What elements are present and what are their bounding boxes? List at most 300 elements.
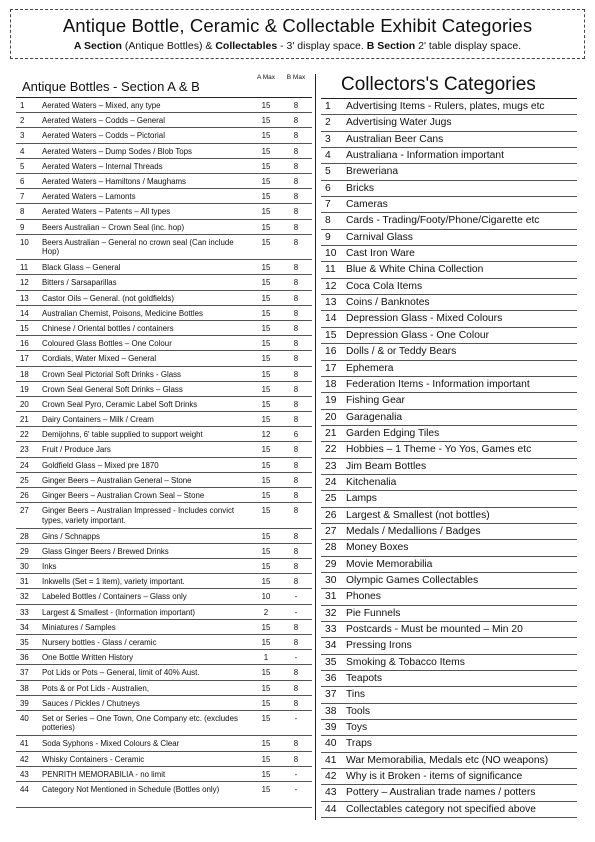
table-row [16, 473, 312, 488]
table-row [16, 442, 312, 457]
row-b-max: 8 [293, 739, 299, 749]
row-a-max: 15 [261, 531, 271, 541]
item-number: 14 [325, 313, 337, 325]
item-description: Kitchenalia [346, 476, 397, 488]
item-description: Coca Cola Items [346, 280, 423, 292]
item-description: Phones [346, 591, 381, 603]
row-number: 37 [20, 668, 29, 678]
item-description: Cameras [346, 199, 388, 211]
item-number: 30 [325, 574, 337, 586]
row-number: 39 [20, 698, 29, 708]
table-row [16, 736, 312, 751]
row-b-max: - [294, 713, 298, 723]
item-description: Australiana - Information important [346, 150, 504, 162]
item-number: 44 [325, 803, 337, 815]
list-item [321, 508, 577, 524]
subtitle-b-section: B Section [366, 40, 416, 52]
row-b-max: 8 [293, 415, 299, 425]
item-description: Olympic Games Collectables [346, 574, 479, 586]
row-description: Fruit / Produce Jars [42, 445, 111, 455]
row-a-max: 15 [261, 161, 271, 171]
row-b-max: 8 [293, 293, 299, 303]
item-description: Coins / Banknotes [346, 297, 430, 309]
table-row [16, 650, 312, 665]
row-number: 25 [20, 475, 29, 485]
row-number: 35 [20, 638, 29, 647]
list-item [321, 573, 577, 589]
table-row [16, 458, 312, 473]
row-number: 12 [20, 278, 29, 288]
item-number: 32 [325, 607, 337, 619]
table-row [16, 427, 312, 442]
list-item [321, 328, 577, 344]
row-a-max: 15 [261, 546, 271, 556]
item-number: 24 [325, 476, 337, 488]
row-a-max: 15 [261, 101, 271, 110]
row-a-max: 15 [261, 207, 271, 217]
item-description: Garagenalia [346, 411, 403, 423]
subtitle-a-text: (Antique Bottles) & [121, 40, 216, 52]
item-number: 22 [325, 444, 337, 456]
item-number: 18 [325, 378, 337, 390]
row-b-max: 8 [293, 445, 299, 455]
item-description: Depression Glass - One Colour [346, 329, 490, 341]
item-description: Cards - Trading/Footy/Phone/Cigarette etc [346, 215, 540, 227]
row-a-max: 15 [261, 116, 271, 126]
table-row [16, 665, 312, 680]
item-description: Lamps [346, 493, 377, 505]
item-description: Jim Beam Bottles [346, 460, 427, 472]
item-description: Ephemera [346, 362, 394, 374]
row-b-max: 8 [293, 531, 299, 541]
list-item [321, 99, 577, 115]
list-item [321, 132, 577, 148]
row-number: 44 [20, 785, 29, 794]
item-number: 40 [325, 738, 337, 750]
table-row [16, 503, 312, 529]
row-a-max: 15 [261, 769, 271, 779]
row-description: Aerated Waters – Codds – General [42, 116, 165, 126]
table-row [16, 488, 312, 503]
item-description: War Memorabilia, Medals etc (NO weapons) [346, 754, 549, 766]
list-item [321, 769, 577, 785]
antique-bottles-title: Antique Bottles - Section A & B [22, 79, 200, 94]
row-a-max: 12 [261, 430, 271, 440]
item-description: Carnival Glass [346, 231, 413, 243]
item-description: Garden Edging Tiles [346, 427, 440, 439]
item-number: 15 [325, 329, 337, 341]
list-item [321, 213, 577, 229]
item-description: Breweriana [346, 166, 399, 178]
table-row [16, 681, 312, 696]
row-description: Dairy Containers – Milk / Cream [42, 415, 154, 425]
page-title: Antique Bottle, Ceramic & Collectable Exhibit Categories [62, 15, 533, 36]
row-b-max: 8 [293, 562, 299, 572]
item-number: 35 [325, 656, 337, 668]
row-number: 8 [20, 207, 25, 217]
table-row [16, 189, 312, 204]
table-row [16, 351, 312, 366]
item-number: 33 [325, 624, 337, 635]
item-number: 31 [325, 591, 337, 603]
subtitle-collectables-text: - 3' display space. [277, 40, 367, 52]
row-description: Beers Australian – General no crown seal (Can include Hop) [42, 237, 234, 257]
row-a-max: 15 [261, 222, 271, 232]
row-b-max: 8 [293, 754, 299, 764]
row-a-max: 15 [261, 785, 271, 794]
row-number: 17 [20, 354, 29, 364]
list-item [321, 148, 577, 164]
item-number: 6 [325, 182, 331, 194]
item-number: 19 [325, 395, 337, 407]
item-number: 9 [325, 231, 331, 243]
row-b-max: 8 [293, 323, 299, 333]
row-number: 1 [20, 101, 25, 110]
table-row [16, 306, 312, 321]
collectors-categories-table [321, 74, 577, 815]
item-number: 37 [325, 689, 337, 701]
column-divider [315, 74, 316, 820]
row-a-max: 15 [261, 339, 271, 349]
item-number: 20 [325, 411, 337, 423]
list-item [321, 311, 577, 327]
table-row [16, 412, 312, 427]
table-row [16, 204, 312, 219]
header-box [10, 9, 585, 59]
row-description: Bitters / Sarsaparillas [42, 278, 117, 288]
row-b-max: 8 [293, 263, 299, 273]
row-a-max: 15 [261, 683, 271, 693]
row-b-max: 8 [293, 101, 299, 110]
list-item [321, 491, 577, 507]
row-b-max: - [294, 769, 298, 779]
row-a-max: 15 [261, 638, 271, 647]
row-number: 34 [20, 622, 29, 632]
item-description: Advertising Items - Rulers, plates, mugs etc [346, 101, 545, 112]
item-number: 12 [325, 280, 337, 292]
row-a-max: 15 [261, 354, 271, 364]
row-a-max: 15 [261, 237, 271, 247]
row-number: 19 [20, 384, 29, 394]
row-b-max: 8 [293, 475, 299, 485]
row-description: Nursery bottles - Glass / ceramic [42, 638, 157, 647]
subtitle-a-section: A Section [73, 40, 122, 52]
row-description: Aerated Waters – Mixed, any type [42, 101, 161, 110]
row-a-max: 15 [261, 399, 271, 409]
antique-bottles-table [16, 74, 312, 794]
table-row [16, 336, 312, 351]
row-number: 2 [20, 116, 25, 126]
table-row [16, 128, 312, 143]
row-number: 42 [20, 754, 29, 764]
row-a-max: 15 [261, 754, 271, 764]
row-a-max: 15 [261, 445, 271, 455]
row-description: Soda Syphons - Mixed Colours & Clear [42, 739, 180, 749]
row-description: Pots & or Pot Lids - Australien, [42, 683, 150, 693]
row-number: 16 [20, 339, 29, 349]
row-description: Demijohns, 6' table supplied to support weight [42, 430, 203, 440]
row-b-max: 8 [293, 339, 299, 349]
row-number: 20 [20, 399, 29, 409]
row-number: 29 [20, 546, 29, 556]
item-description: Advertising Water Jugs [346, 117, 452, 129]
row-description: Cordials, Water Mixed – General [42, 354, 157, 364]
list-item [321, 524, 577, 540]
table-row [16, 235, 312, 261]
row-b-max: 6 [293, 430, 299, 440]
row-b-max: 8 [293, 384, 299, 394]
row-description: Beers Australian – Crown Seal (inc. hop) [42, 222, 185, 232]
item-number: 41 [325, 754, 337, 766]
row-b-max: 8 [293, 491, 299, 500]
item-number: 2 [325, 117, 331, 129]
row-a-max: 15 [261, 384, 271, 394]
table-row [16, 159, 312, 174]
row-number: 14 [20, 308, 29, 318]
item-number: 13 [325, 297, 337, 309]
item-number: 23 [325, 460, 337, 472]
table-row [16, 220, 312, 235]
row-a-max: 15 [261, 506, 271, 516]
row-b-max: 8 [293, 668, 299, 678]
list-item [321, 475, 577, 491]
list-item [321, 557, 577, 573]
item-description: Largest & Smallest (not bottles) [346, 509, 490, 521]
list-item [321, 344, 577, 360]
row-b-max: 8 [293, 622, 299, 632]
table-row [16, 174, 312, 189]
row-number: 22 [20, 430, 29, 440]
row-a-max: 15 [261, 369, 271, 379]
row-a-max: 15 [261, 278, 271, 288]
item-number: 8 [325, 215, 331, 227]
item-number: 27 [325, 525, 337, 537]
row-number: 24 [20, 460, 29, 470]
table-row [16, 367, 312, 382]
item-number: 4 [325, 150, 331, 162]
table-row [16, 113, 312, 128]
item-description: Collectables category not specified above [346, 803, 537, 815]
row-b-max: 8 [293, 577, 299, 587]
item-number: 10 [325, 248, 337, 260]
subtitle-b-text: 2' table display space. [415, 40, 522, 52]
antique-bottles-rows [16, 97, 312, 808]
item-description: Australian Beer Cans [346, 133, 444, 145]
table-row [16, 98, 312, 113]
table-row [16, 559, 312, 574]
table-row [16, 382, 312, 397]
row-number: 7 [20, 192, 25, 202]
item-number: 43 [325, 787, 337, 799]
row-b-max: 8 [293, 369, 299, 379]
row-b-max: 8 [293, 116, 299, 126]
row-description: Largest & Smallest - (Information important) [42, 607, 196, 617]
row-description: One Bottle Written History [42, 653, 134, 663]
row-number: 32 [20, 592, 29, 602]
row-b-max: 8 [293, 131, 299, 141]
row-b-max: 8 [293, 546, 299, 556]
item-number: 1 [325, 101, 331, 112]
item-description: Depression Glass - Mixed Colours [346, 313, 503, 325]
row-number: 26 [20, 491, 29, 500]
row-b-max: 8 [293, 161, 299, 171]
item-description: Movie Memorabilia [346, 558, 433, 570]
row-b-max: - [294, 785, 298, 794]
row-number: 31 [20, 577, 29, 587]
table-row [16, 711, 312, 737]
list-item [321, 262, 577, 278]
table-row [16, 544, 312, 559]
row-description: Aerated Waters – Lamonts [42, 192, 136, 202]
row-number: 36 [20, 653, 29, 663]
item-description: Postcards - Must be mounted – Min 20 [346, 624, 523, 635]
list-item [321, 753, 577, 769]
antique-bottles-header [16, 74, 312, 96]
row-description: Black Glass – General [42, 263, 121, 273]
row-description: Set or Series – One Town, One Company etc. (excludes potteries) [42, 713, 238, 733]
row-description: Whisky Containers - Ceramic [42, 754, 145, 764]
item-description: Pottery – Australian trade names / potters [346, 787, 536, 799]
row-number: 3 [20, 131, 25, 141]
row-description: Ginger Beers – Australian Crown Seal – Stone [42, 491, 205, 500]
row-a-max: 15 [261, 577, 271, 587]
list-item [321, 736, 577, 752]
row-a-max: 15 [261, 263, 271, 273]
item-number: 29 [325, 558, 337, 570]
list-item [321, 410, 577, 426]
row-description: Inks [42, 562, 57, 572]
item-number: 38 [325, 705, 337, 717]
list-item [321, 655, 577, 671]
row-b-max: 8 [293, 192, 299, 202]
item-description: Federation Items - Information important [346, 378, 530, 390]
list-item [321, 442, 577, 458]
row-b-max: - [294, 653, 298, 663]
list-item [321, 393, 577, 409]
row-description: Aerated Waters – Hamiltons / Maughams [42, 176, 186, 186]
table-row [16, 696, 312, 711]
row-description: Pot Lids or Pots – General, limit of 40% Aust. [42, 668, 200, 678]
collectors-categories-rows [321, 98, 577, 818]
row-description: Gins / Schnapps [42, 531, 100, 541]
subtitle-collectables: Collectables [215, 40, 278, 52]
list-item [321, 720, 577, 736]
item-description: Money Boxes [346, 542, 409, 554]
row-description: Crown Seal General Soft Drinks – Glass [42, 384, 183, 394]
row-number: 18 [20, 369, 29, 379]
item-number: 42 [325, 771, 337, 783]
row-description: Ginger Beers – Australian Impressed - Includes convict types, variety important. [42, 506, 235, 525]
row-a-max: 15 [261, 713, 271, 723]
item-description: Pressing Irons [346, 640, 412, 652]
list-item [321, 295, 577, 311]
list-item [321, 540, 577, 556]
row-a-max: 15 [261, 131, 271, 141]
row-description: Labeled Bottles / Containers – Glass only [42, 592, 187, 602]
row-a-max: 15 [261, 668, 271, 678]
list-item [321, 230, 577, 246]
row-a-max: 15 [261, 460, 271, 470]
row-b-max: 8 [293, 308, 299, 318]
row-description: PENRITH MEMORABILIA - no limit [42, 769, 166, 779]
row-b-max: 8 [293, 506, 299, 516]
table-row [16, 782, 312, 808]
row-b-max: 8 [293, 698, 299, 708]
row-b-max: 8 [293, 176, 299, 186]
row-a-max: 15 [261, 192, 271, 202]
row-b-max: - [294, 592, 298, 602]
item-number: 3 [325, 133, 331, 145]
item-description: Hobbies – 1 Theme - Yo Yos, Games etc [346, 444, 532, 456]
item-number: 11 [325, 264, 336, 276]
row-description: Crown Seal Pyro, Ceramic Label Soft Drinks [42, 399, 198, 409]
list-item [321, 426, 577, 442]
table-row [16, 767, 312, 782]
list-item [321, 606, 577, 622]
row-number: 13 [20, 293, 29, 303]
row-description: Ginger Beers – Australian General – Stone [42, 475, 192, 485]
item-number: 39 [325, 722, 337, 734]
row-description: Goldfield Glass – Mixed pre 1870 [42, 460, 159, 470]
row-description: Glass Ginger Beers / Brewed Drinks [42, 546, 169, 556]
row-number: 23 [20, 445, 29, 455]
row-number: 43 [20, 769, 29, 779]
table-row [16, 275, 312, 290]
row-number: 27 [20, 506, 29, 516]
row-a-max: 15 [261, 475, 271, 485]
list-item [321, 589, 577, 605]
row-description: Crown Seal Pictorial Soft Drinks - Glass [42, 369, 182, 379]
row-description: Miniatures / Samples [42, 622, 116, 632]
row-description: Australian Chemist, Poisons, Medicine Bottles [42, 308, 203, 318]
table-row [16, 144, 312, 159]
list-item [321, 377, 577, 393]
row-number: 28 [20, 531, 29, 541]
item-description: Fishing Gear [346, 395, 405, 407]
row-description: Aerated Waters – Patents – All types [42, 207, 171, 217]
table-row [16, 529, 312, 544]
row-b-max: 8 [293, 207, 299, 217]
row-a-max: 15 [261, 146, 271, 156]
row-a-max: 15 [261, 323, 271, 333]
row-a-max: 15 [261, 698, 271, 708]
item-description: Dolls / & or Teddy Bears [346, 346, 457, 358]
row-a-max: 15 [261, 491, 271, 500]
row-description: Aerated Waters – Internal Threads [42, 161, 163, 171]
row-number: 4 [20, 146, 25, 156]
row-b-max: 8 [293, 222, 299, 232]
list-item [321, 802, 577, 818]
item-description: Tins [346, 689, 366, 701]
row-number: 6 [20, 176, 25, 186]
list-item [321, 687, 577, 703]
column-b-max: B Max [286, 74, 306, 81]
list-item [321, 638, 577, 654]
row-description: Inkwells (Set = 1 item), variety important. [42, 577, 185, 587]
row-description: Chinese / Oriental bottles / containers [42, 323, 174, 333]
row-b-max: 8 [293, 146, 299, 156]
item-description: Pie Funnels [346, 607, 401, 619]
list-item [321, 115, 577, 131]
item-number: 26 [325, 509, 337, 521]
row-number: 40 [20, 713, 29, 723]
item-description: Cast Iron Ware [346, 248, 415, 260]
item-description: Tools [346, 705, 371, 717]
row-number: 5 [20, 161, 25, 171]
collectors-categories-title: Collectors's Categories [341, 74, 536, 95]
list-item [321, 279, 577, 295]
list-item [321, 704, 577, 720]
